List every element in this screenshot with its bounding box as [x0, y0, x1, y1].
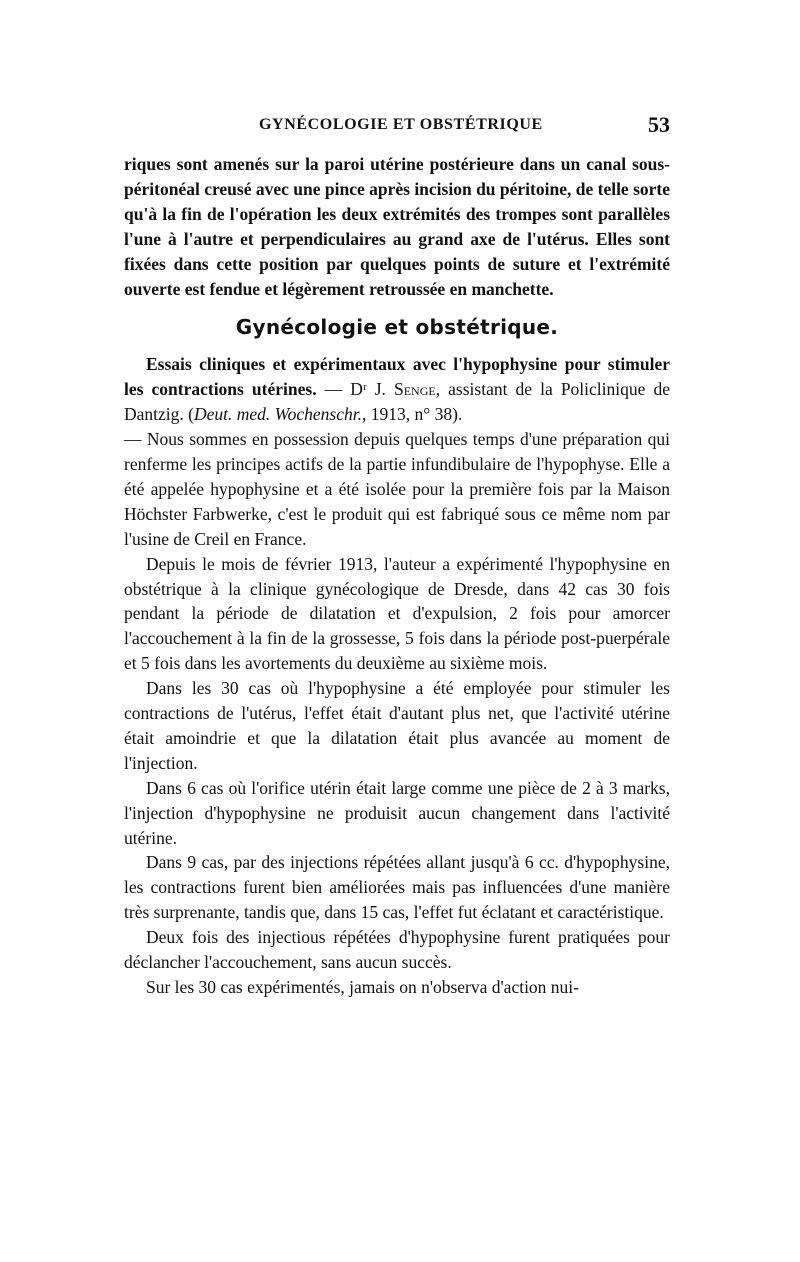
page-body: [124, 152, 670, 1000]
paragraph: — Nous sommes en possession depuis quelques temps d'une préparation qui renferme les principes actifs de la partie infundibulaire de l'hypophyse. Elle a été appelée hypophysine et a été isolée pour la première fois par la Maison Höchster Farbwerke, c'est le produit qui est fabriqué sous ce même nom par l'usine de Creil en France.: [124, 429, 670, 549]
journal-name: Deut. med. Wochenschr.: [193, 404, 362, 425]
page-number: 53: [648, 112, 670, 137]
paragraph: Sur les 30 cas expérimentés, jamais on n'observa d'action nui-: [146, 977, 579, 997]
paragraph: Dans 9 cas, par des injections répétées allant jusqu'à 6 cc. d'hypophysine, les contractions furent bien améliorées mais pas influencées d'une manière très surprenante, tandis que, dans 15 cas, l'effet fut éclatant et caractéristique.: [124, 852, 670, 923]
paragraph: Dans les 30 cas où l'hypophysine a été employée pour stimuler les contractions de l'utérus, l'effet était d'autant plus net, que l'activité utérine était amoindrie et que la dilatation était plus avancée au moment de l'injection.: [124, 678, 670, 773]
title-dash: —: [316, 379, 351, 400]
author-name: Senge: [393, 379, 436, 400]
article-heading: [124, 352, 670, 427]
paragraph: Depuis le mois de février 1913, l'auteur a expérimenté l'hypophysine en obstétrique à la clinique gynécologique de Dresde, dans 42 cas 30 fois pendant la période de dilatation et d'expulsion, 2 fois pour amorcer l'accouchement à la fin de la grossesse, 5 fois dans la période post-puerpérale et 5 fois dans les avortements du deuxième au sixième mois.: [124, 553, 670, 674]
paragraph: Deux fois des injectious répétées d'hypophysine furent pratiquées pour déclancher l'accouchement, sans aucun succès.: [124, 927, 670, 973]
running-head: GYNÉCOLOGIE ET OBSTÉTRIQUE: [259, 116, 543, 133]
citation-details: , 1913, n° 38).: [362, 404, 463, 425]
paragraph: Dans 6 cas où l'orifice utérin était large comme une pièce de 2 à 3 marks, l'injection d'hypophysine ne produisit aucun changement dans l'activité utérine.: [124, 777, 670, 848]
section-title: Gynécologie et obstétrique.: [235, 315, 559, 340]
page-header: [124, 112, 670, 140]
author-affiliation: , assistant de la Policlinique de Dantzig. (: [124, 379, 670, 425]
paragraph-continuation: riques sont amenés sur la paroi utérine postérieure dans un canal sous-péritonéal creusé avec une pince après incision du péritoine, de telle sorte qu'à la fin de l'opération les deux extrémités des trompes sont parallèles l'une à l'autre et perpendiculaires au grand axe de l'utérus. Elles sont fixées dans cette position par quelques points de suture et l'extrémité ouverte est fendue et légèrement retroussée en manchette.: [124, 154, 670, 299]
author-prefix: Dʳ J.: [350, 379, 394, 400]
article-title: Essais cliniques et expérimentaux avec l'hypophysine pour stimuler les contractions utérines.: [124, 354, 670, 400]
